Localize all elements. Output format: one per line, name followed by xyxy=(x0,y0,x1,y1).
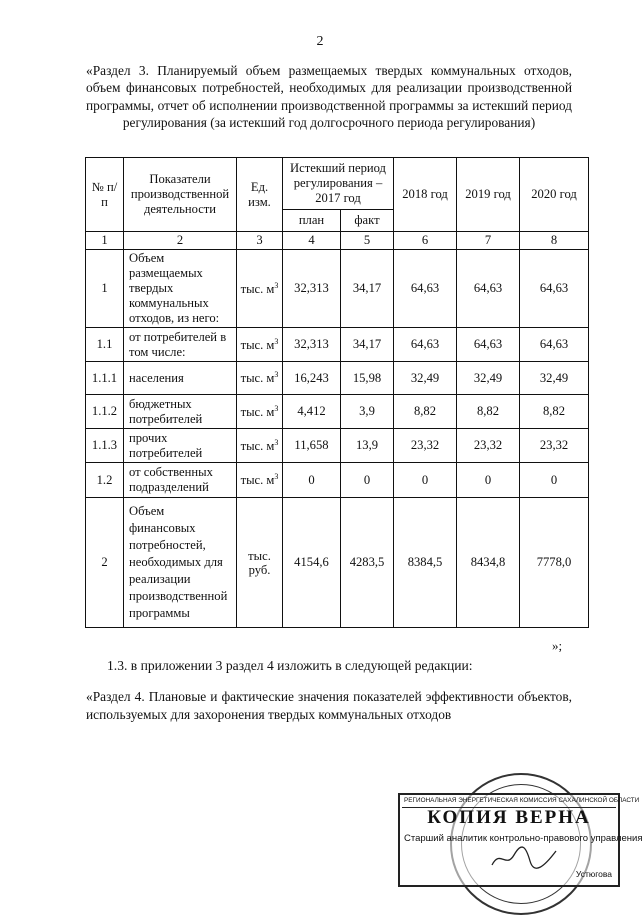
row-unit: тыс. $м^3$ xyxy=(237,429,283,463)
row-2020: 32,49 xyxy=(520,362,589,395)
copy-stamp xyxy=(398,793,643,887)
row-2019: 64,63 xyxy=(457,328,520,362)
row-plan: 4154,6 xyxy=(283,498,341,628)
row-2019: 0 xyxy=(457,463,520,498)
table-row xyxy=(86,328,589,362)
section3-heading: «Раздел 3. Планируемый объем размещаемых твердых коммунальных отходов, объем финансовых потребностей, необходимых для реализации производственной программы, отчет об исполнении производственной программы за истекший период регулирования (за истекший год долгосрочного периода регулирования) xyxy=(86,63,572,130)
paragraph-1-3: 1.3. в приложении 3 раздел 4 изложить в следующей редакции: xyxy=(107,658,473,673)
header-period: Истекший период регулирования –2017 год xyxy=(283,158,394,210)
row-name: Объем финансовых потребностей, необходимых для реализации производственной программы xyxy=(124,498,237,628)
closing-quote: »; xyxy=(552,638,563,653)
col-number: 6 xyxy=(394,232,457,250)
row-fact: 0 xyxy=(341,463,394,498)
row-fact: 4283,5 xyxy=(341,498,394,628)
row-2020: 0 xyxy=(520,463,589,498)
col-number: 5 xyxy=(341,232,394,250)
header-num: № п/п xyxy=(86,158,124,232)
section4-heading: «Раздел 4. Плановые и фактические значения показателей эффективности объектов, используемых для захоронения твердых коммунальных отходов xyxy=(86,689,572,722)
col-number: 4 xyxy=(283,232,341,250)
row-2019: 32,49 xyxy=(457,362,520,395)
col-number: 1 xyxy=(86,232,124,250)
row-fact: 15,98 xyxy=(341,362,394,395)
signature-icon xyxy=(490,845,560,871)
row-num: 1.1 xyxy=(86,328,124,362)
table-row xyxy=(86,250,589,328)
row-name: населения xyxy=(124,362,237,395)
col-number: 7 xyxy=(457,232,520,250)
row-num: 1.1.3 xyxy=(86,429,124,463)
row-2018: 8384,5 xyxy=(394,498,457,628)
table-row xyxy=(86,463,589,498)
row-2020: 64,63 xyxy=(520,328,589,362)
table-row xyxy=(86,429,589,463)
row-num: 2 xyxy=(86,498,124,628)
header-unit: Ед. изм. xyxy=(237,158,283,232)
row-num: 1.1.2 xyxy=(86,395,124,429)
row-num: 1.2 xyxy=(86,463,124,498)
row-name: прочих потребителей xyxy=(124,429,237,463)
header-plan: план xyxy=(283,210,341,232)
stamp-role: Старший аналитик контрольно-правового управления xyxy=(404,833,643,844)
row-2018: 0 xyxy=(394,463,457,498)
row-2020: 7778,0 xyxy=(520,498,589,628)
row-2020: 8,82 xyxy=(520,395,589,429)
row-2018: 64,63 xyxy=(394,250,457,328)
row-name: от потребителей в том числе: xyxy=(124,328,237,362)
row-fact: 13,9 xyxy=(341,429,394,463)
header-2020: 2020 год xyxy=(520,158,589,232)
header-indicator: Показатели производственной деятельности xyxy=(124,158,237,232)
column-numbers-row xyxy=(86,232,589,250)
row-2018: 64,63 xyxy=(394,328,457,362)
row-plan: 11,658 xyxy=(283,429,341,463)
row-unit: тыс. руб. xyxy=(237,498,283,628)
row-2019: 8,82 xyxy=(457,395,520,429)
row-fact: 3,9 xyxy=(341,395,394,429)
row-2019: 23,32 xyxy=(457,429,520,463)
row-plan: 32,313 xyxy=(283,250,341,328)
row-unit: тыс. $м^3$ xyxy=(237,395,283,429)
stamp-org: РЕГИОНАЛЬНАЯ ЭНЕРГЕТИЧЕСКАЯ КОМИССИЯ САХАЛИНСКОЙ ОБЛАСТИ xyxy=(404,797,640,804)
row-2019: 64,63 xyxy=(457,250,520,328)
header-fact: факт xyxy=(341,210,394,232)
table-row xyxy=(86,498,589,628)
row-fact: 34,17 xyxy=(341,250,394,328)
col-number: 3 xyxy=(237,232,283,250)
row-name: от собственных подразделений xyxy=(124,463,237,498)
row-2020: 23,32 xyxy=(520,429,589,463)
row-name: бюджетных потребителей xyxy=(124,395,237,429)
stamp-title: КОПИЯ ВЕРНА xyxy=(427,807,591,828)
table-row xyxy=(86,362,589,395)
col-number: 2 xyxy=(124,232,237,250)
row-2018: 32,49 xyxy=(394,362,457,395)
header-2018: 2018 год xyxy=(394,158,457,232)
row-unit: тыс. $м^3$ xyxy=(237,362,283,395)
row-fact: 34,17 xyxy=(341,328,394,362)
row-2018: 8,82 xyxy=(394,395,457,429)
row-plan: 4,412 xyxy=(283,395,341,429)
row-plan: 0 xyxy=(283,463,341,498)
row-plan: 16,243 xyxy=(283,362,341,395)
row-unit: тыс. $м^3$ xyxy=(237,328,283,362)
row-num: 1 xyxy=(86,250,124,328)
table-row xyxy=(86,395,589,429)
row-2018: 23,32 xyxy=(394,429,457,463)
row-2019: 8434,8 xyxy=(457,498,520,628)
row-unit: тыс. $м^3$ xyxy=(237,463,283,498)
row-num: 1.1.1 xyxy=(86,362,124,395)
row-unit: тыс. $м^3$ xyxy=(237,250,283,328)
row-name: Объем размещаемых твердых коммунальных отходов, из него: xyxy=(124,250,237,328)
page-number: 2 xyxy=(316,34,324,49)
col-number: 8 xyxy=(520,232,589,250)
row-2020: 64,63 xyxy=(520,250,589,328)
stamp-name: Устюгова xyxy=(575,869,612,879)
production-table xyxy=(85,157,589,628)
row-plan: 32,313 xyxy=(283,328,341,362)
header-2019: 2019 год xyxy=(457,158,520,232)
